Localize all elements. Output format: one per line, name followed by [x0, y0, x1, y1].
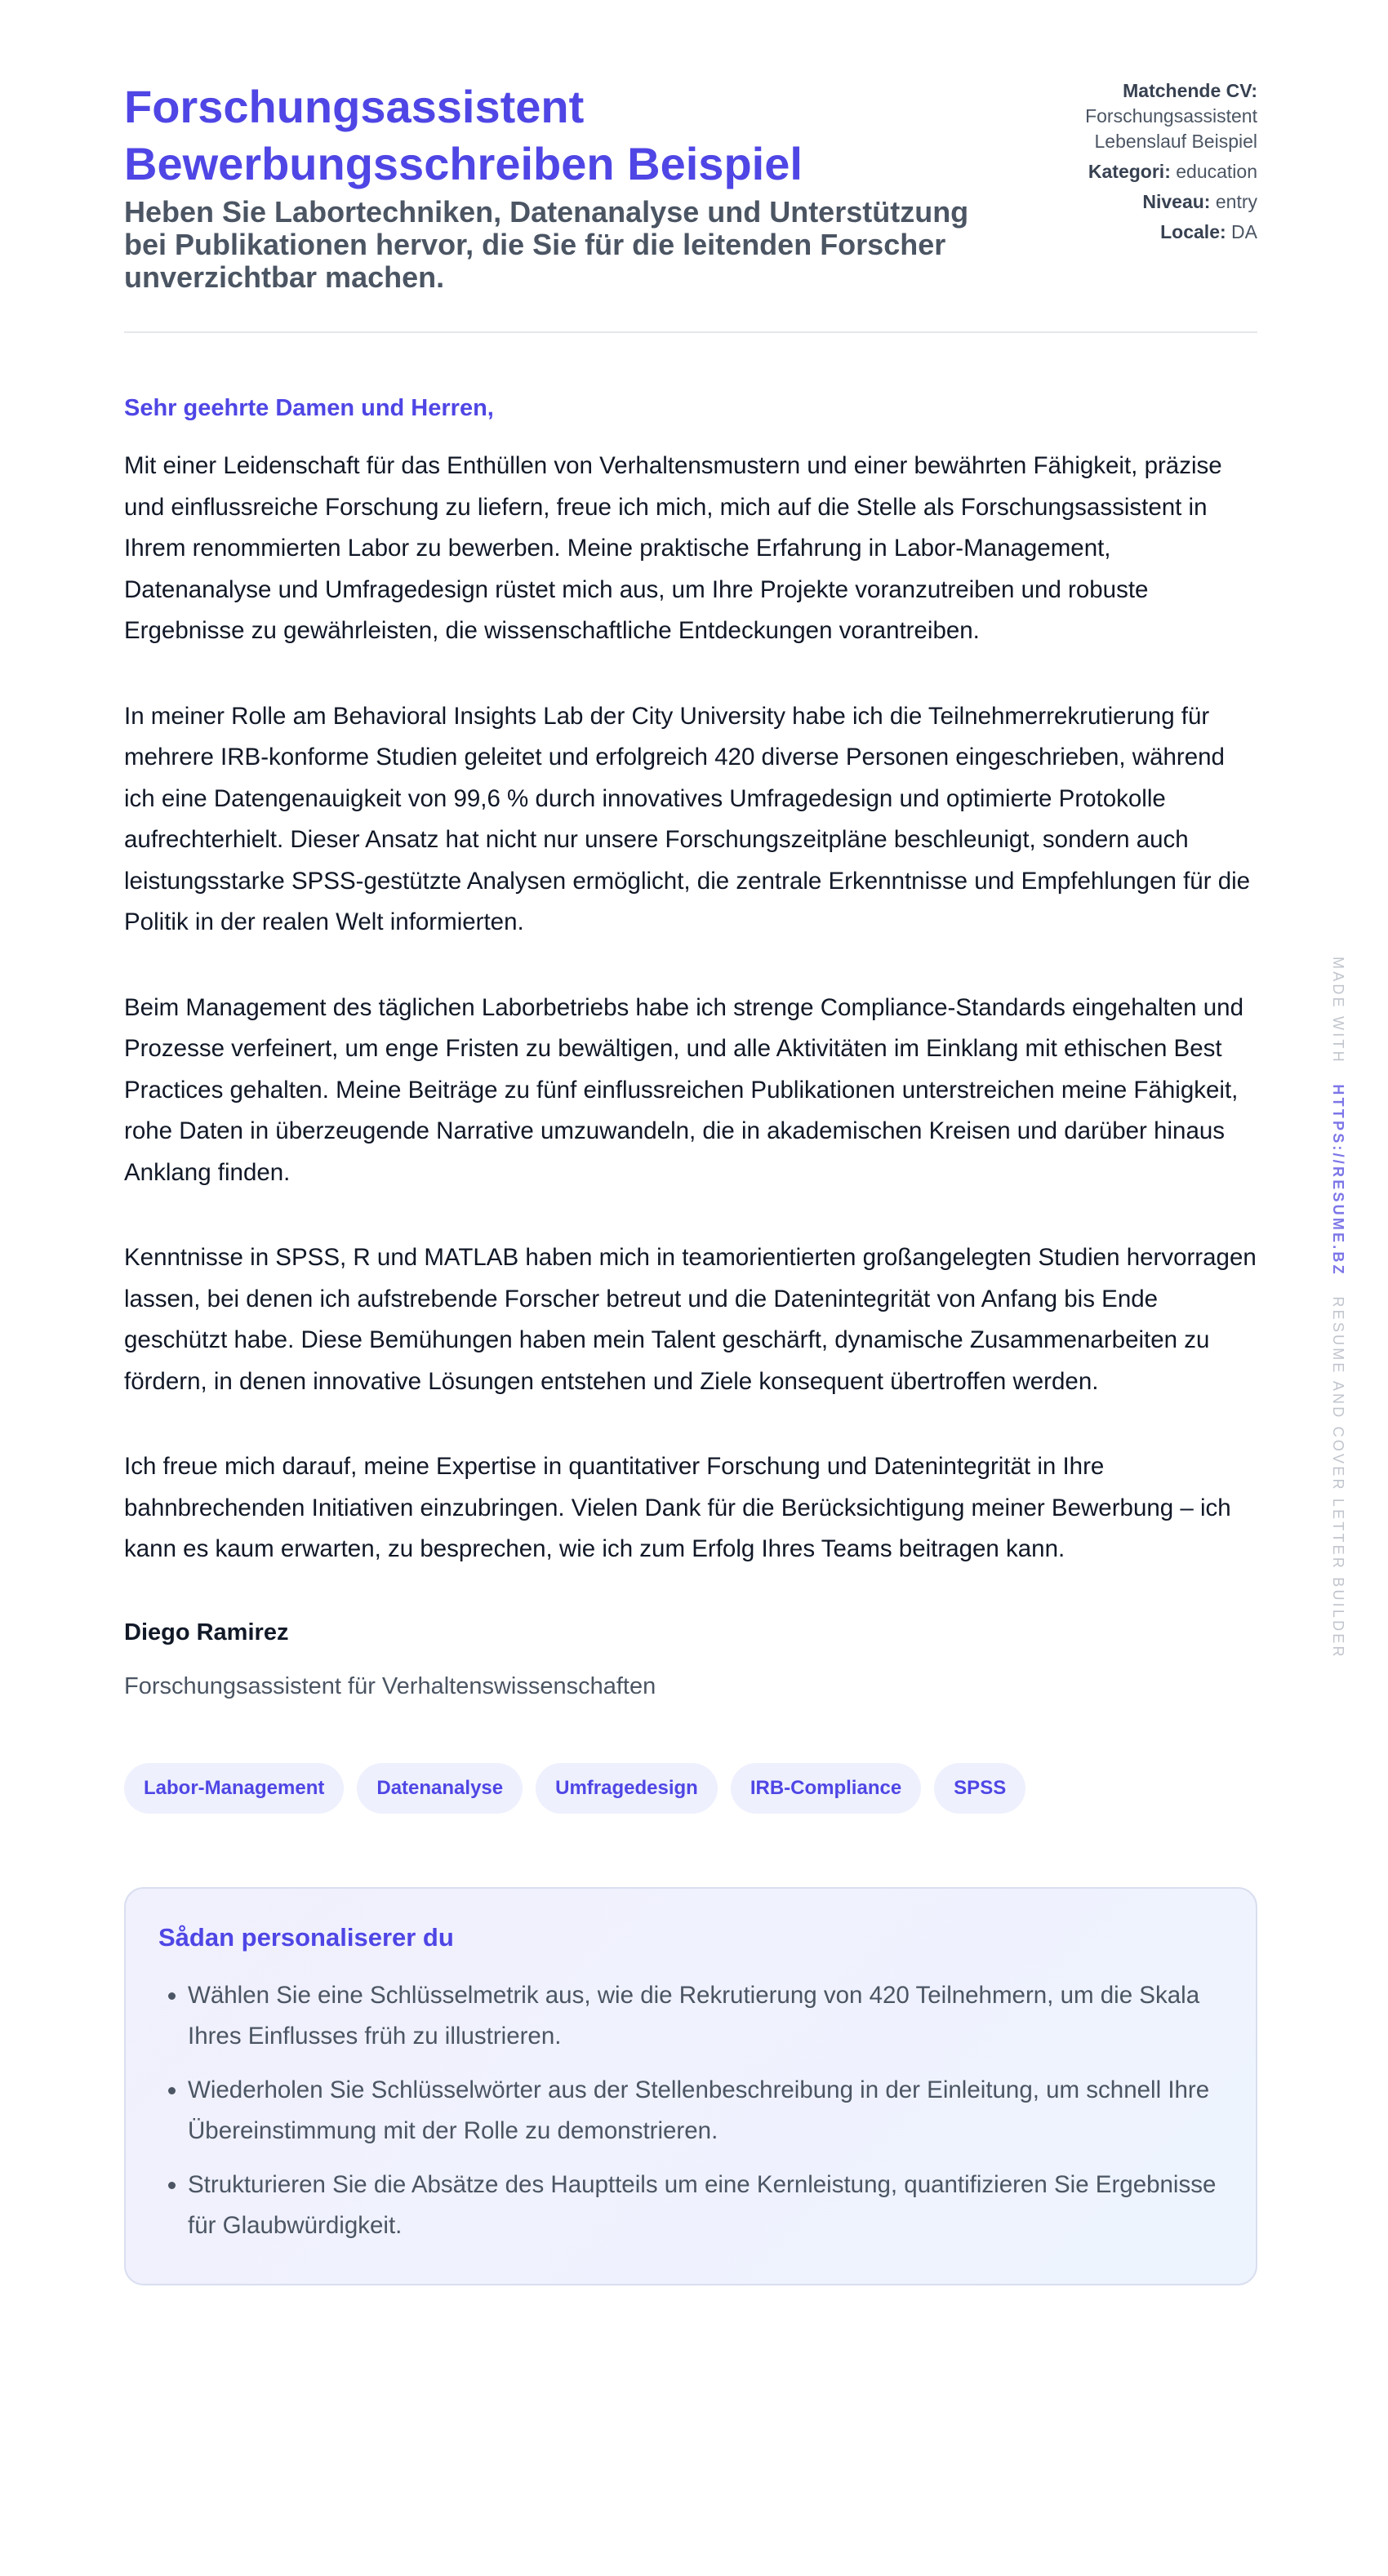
meta-cv	[1012, 78, 1257, 154]
signature-role: Forschungsassistent für Verhaltenswissenschaften	[124, 1672, 656, 1699]
tip-item: • Strukturieren Sie die Absätze des Hauptteils um eine Kernleistung, quantifizieren Sie Ergebnisse für Glaubwürdigkeit.	[188, 2165, 1223, 2246]
skill-tag[interactable]: IRB-Compliance	[731, 1763, 921, 1814]
meta-locale-value: DA	[1231, 221, 1257, 242]
title-line-2: Bewerbungsschreiben Beispiel	[124, 138, 803, 189]
signature	[124, 1616, 1257, 1703]
skill-tag[interactable]: SPSS	[934, 1763, 1025, 1814]
letter-paragraph: In meiner Rolle am Behavioral Insights Lab der City University habe ich die Teilnehmerrekrutierung für mehrere IRB-konforme Studien geleitet und erfolgreich 420 diverse Personen eingeschrieben, während ich eine Datengenauigkeit von 99,6 % durch innovatives Umfragedesign und optimierte Protokolle aufrechterhielt. Dieser Ansatz hat nicht nur unsere Forschungszeitpläne beschleunigt, sondern auch leistungsstarke SPSS-gestützte Analysen ermöglicht, die zentrale Erkenntnisse und Empfehlungen für die Politik in der realen Welt informierten.	[124, 702, 1251, 935]
tip-item: • Wiederholen Sie Schlüsselwörter aus der Stellenbeschreibung in der Einleitung, um schnell Ihre Übereinstimmung mit der Rolle zu demonstrieren.	[188, 2070, 1223, 2152]
salutation: Sehr geehrte Damen und Herren,	[124, 395, 494, 421]
tips-list	[158, 1975, 1223, 2246]
cover-letter-page	[124, 78, 1257, 2285]
skill-tag[interactable]: Umfragedesign	[536, 1763, 718, 1814]
meta-locale	[1012, 220, 1257, 245]
personalize-tips-box	[124, 1887, 1257, 2285]
letter-body	[124, 446, 1257, 1570]
signature-name: Diego Ramirez	[124, 1619, 289, 1646]
credit-link[interactable]: HTTPS://RESUME.BZ	[1330, 1084, 1346, 1277]
credit-suffix: RESUME AND COVER LETTER BUILDER	[1330, 1296, 1346, 1659]
meta-category-value: education	[1176, 161, 1257, 182]
meta-locale-label: Locale:	[1160, 221, 1226, 242]
skill-tag[interactable]: Labor-Management	[124, 1763, 344, 1814]
meta-level	[1012, 189, 1257, 215]
tip-item: • Wählen Sie eine Schlüsselmetrik aus, wie die Rekrutierung von 420 Teilnehmern, um die Skala Ihres Einflusses früh zu illustrieren.	[188, 1975, 1223, 2057]
side-credit-text	[1324, 957, 1352, 1659]
meta-level-value: entry	[1215, 191, 1257, 212]
page-title	[124, 78, 1006, 193]
page-subtitle: Heben Sie Labortechniken, Datenanalyse und Unterstützung bei Publikationen hervor, die Sie für die leitenden Forscher unverzichtbar machen.	[124, 195, 969, 294]
meta-panel	[1012, 78, 1257, 250]
credit-prefix: MADE WITH	[1330, 957, 1346, 1064]
side-credit	[1324, 957, 1352, 1659]
meta-level-label: Niveau:	[1142, 191, 1211, 212]
title-line-1: Forschungsassistent	[124, 81, 585, 132]
header	[124, 78, 1257, 333]
letter-paragraph: Kenntnisse in SPSS, R und MATLAB haben mich in teamorientierten großangelegten Studien hervorragen lassen, bei denen ich aufstrebende Forscher betreut und die Datenintegrität von Anfang bis Ende geschützt habe. Diese Bemühungen haben mein Talent geschärft, dynamische Zusammenarbeiten zu fördern, in denen innovative Lösungen entstehen und Ziele konsequent übertroffen werden.	[124, 1244, 1257, 1395]
skill-tags	[124, 1763, 1257, 1814]
letter-paragraph: Mit einer Leidenschaft für das Enthüllen von Verhaltensmustern und einer bewährten Fähigkeit, präzise und einflussreiche Forschung zu liefern, freue ich mich, mich auf die Stelle als Forschungsassistent in Ihrem renommierten Labor zu bewerben. Meine praktische Erfahrung in Labor-Management, Datenanalyse und Umfragedesign rüstet mich aus, um Ihre Projekte voranzutreiben und robuste Ergebnisse zu gewährleisten, die wissenschaftliche Entdeckungen vorantreiben.	[124, 452, 1222, 644]
header-left	[124, 78, 1006, 294]
meta-cv-link[interactable]: Forschungsassistent Lebenslauf Beispiel	[1085, 105, 1257, 152]
meta-category-label: Kategori:	[1088, 161, 1171, 182]
meta-cv-label: Matchende CV:	[1123, 80, 1257, 101]
tips-title: Sådan personaliserer du	[158, 1922, 454, 1952]
letter-paragraph: Ich freue mich darauf, meine Expertise in quantitativer Forschung und Datenintegrität in Ihre bahnbrechenden Initiativen einzubringen. Vielen Dank für die Berücksichtigung meiner Bewerbung – ich kann es kaum erwarten, zu besprechen, wie ich zum Erfolg Ihres Teams beitragen kann.	[124, 1453, 1231, 1562]
letter-paragraph: Beim Management des täglichen Laborbetriebs habe ich strenge Compliance-Standards eingehalten und Prozesse verfeinert, um enge Fristen zu bewältigen, und alle Aktivitäten im Einklang mit ethischen Best Practices gehalten. Meine Beiträge zu fünf einflussreichen Publikationen unterstreichen meine Fähigkeit, rohe Daten in überzeugende Narrative umzuwandeln, die in akademischen Kreisen und darüber hinaus Anklang finden.	[124, 993, 1243, 1186]
meta-category	[1012, 159, 1257, 184]
skill-tag[interactable]: Datenanalyse	[357, 1763, 523, 1814]
